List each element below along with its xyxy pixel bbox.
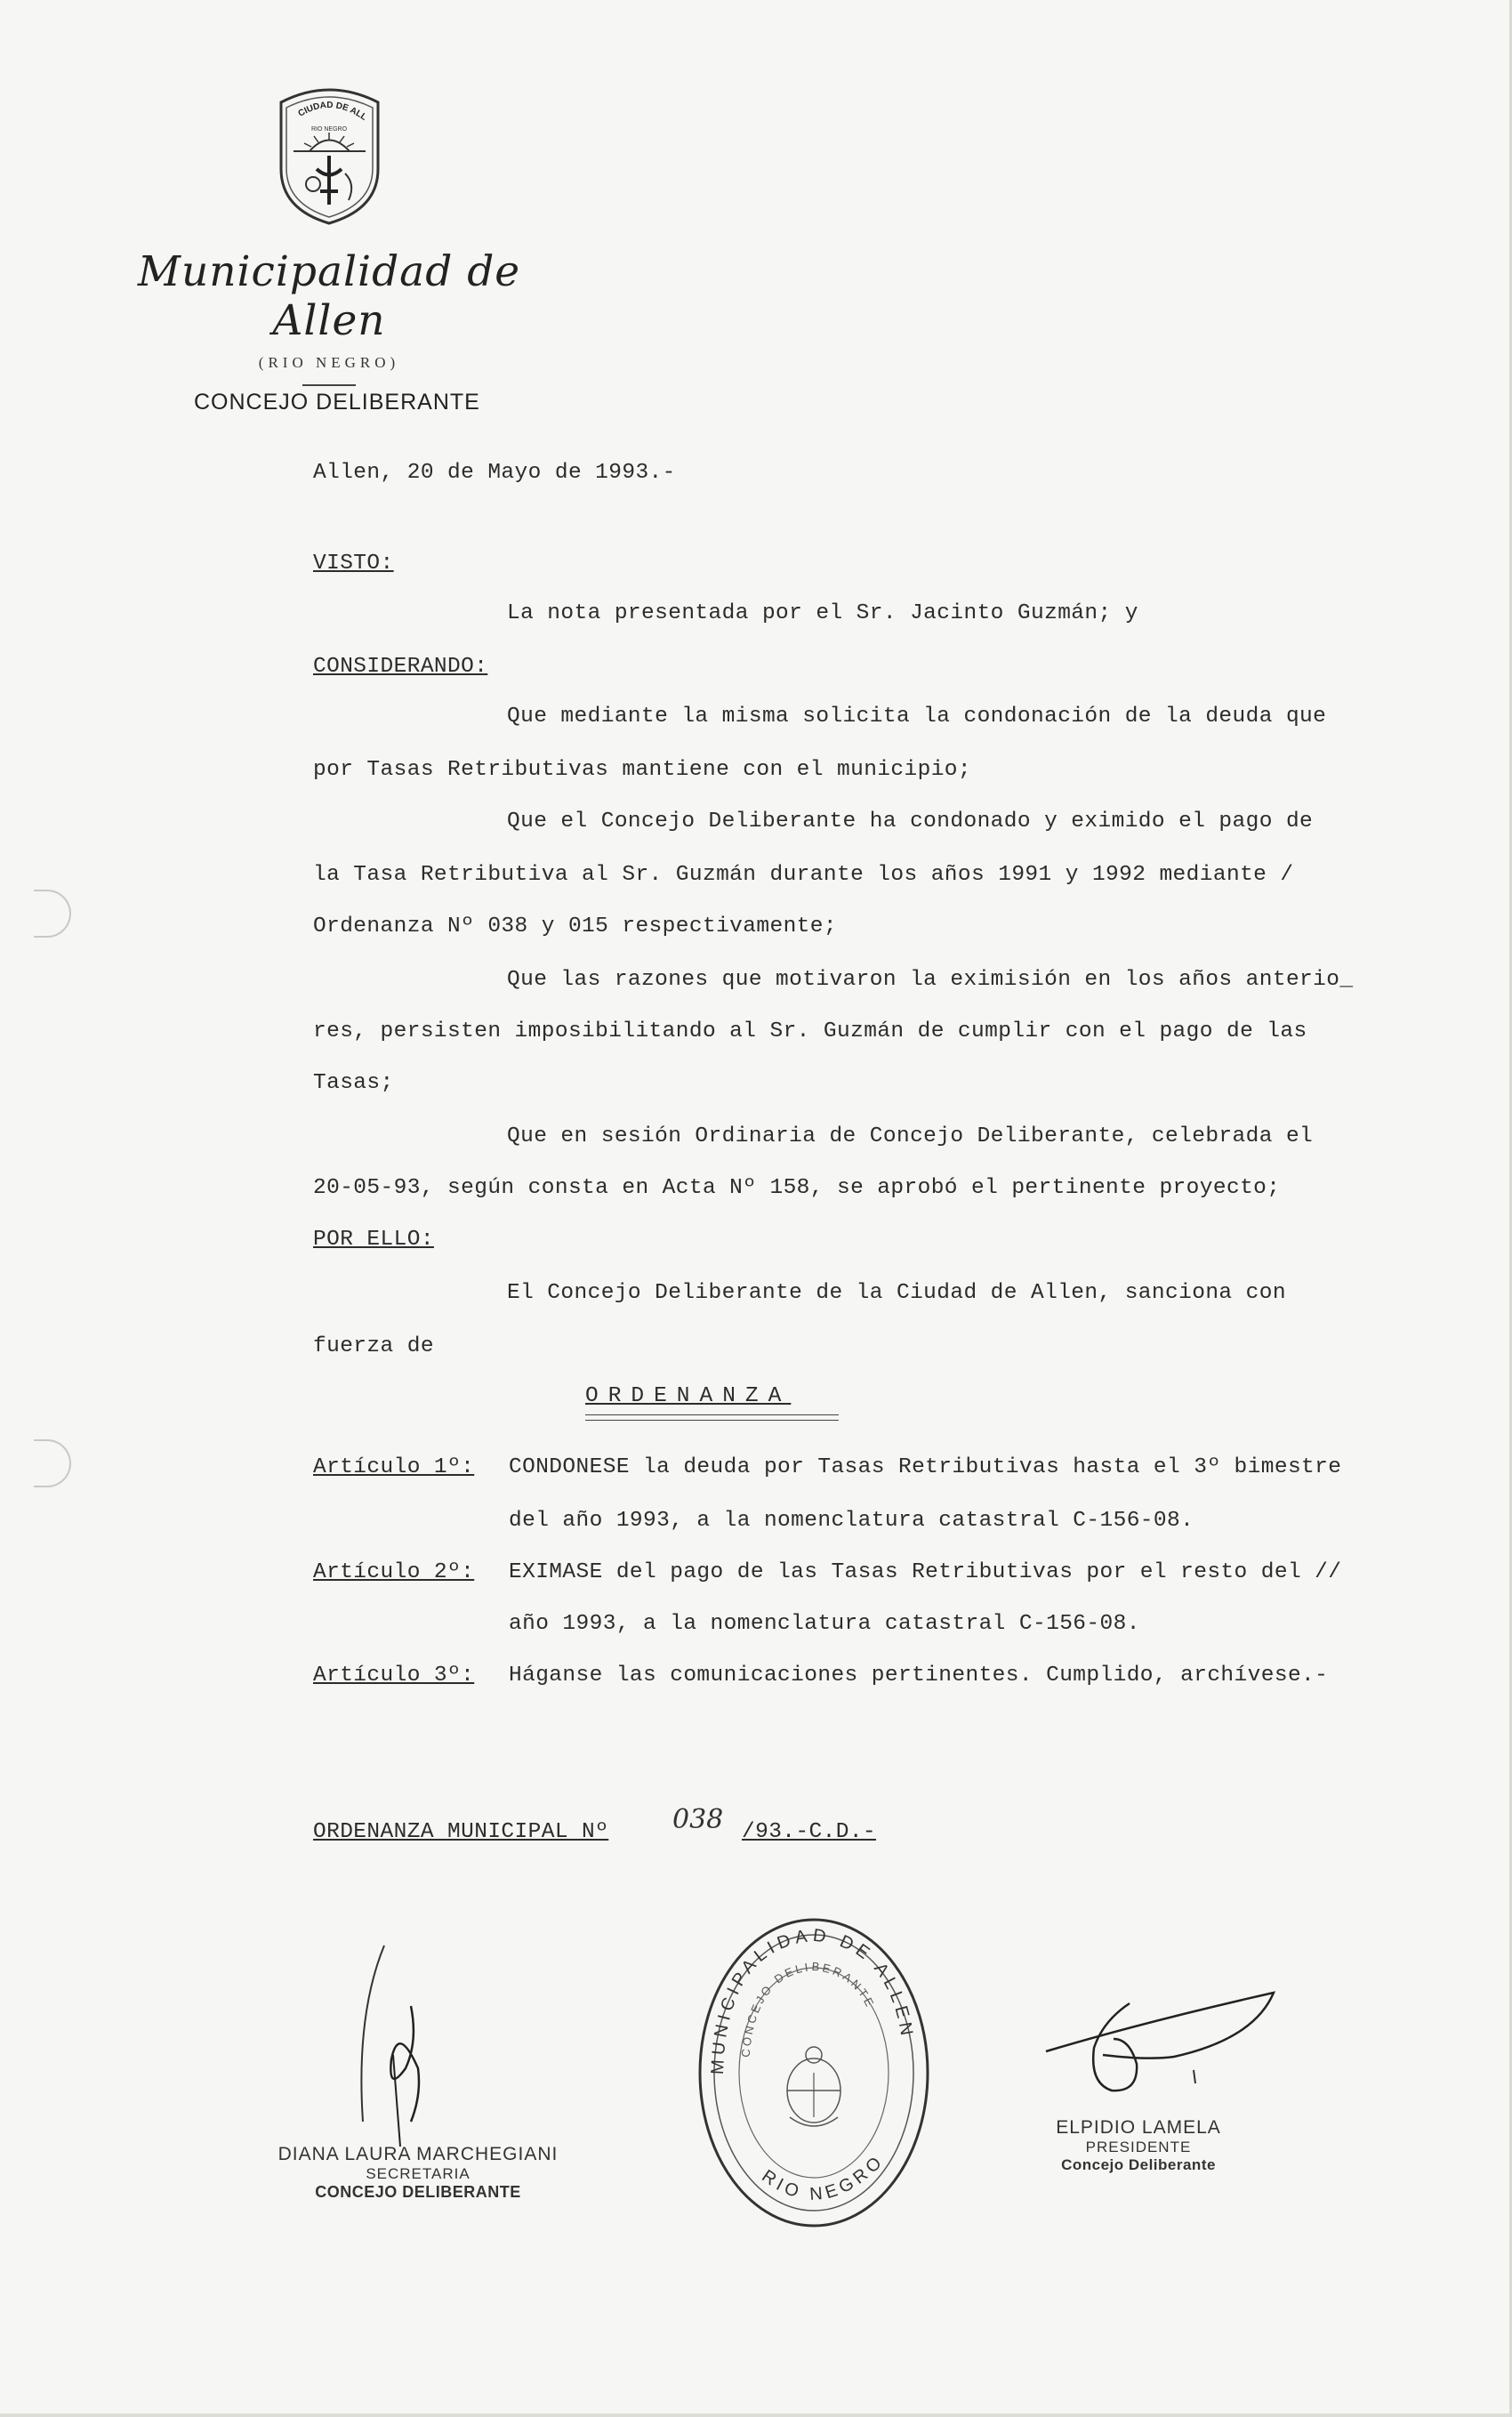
article-3-label: Artículo 3º: (313, 1664, 475, 1688)
paragraph-line: fuerza de (313, 1334, 434, 1358)
paragraph-line: Tasas; (313, 1071, 394, 1095)
svg-text:CONCEJO DELIBERANTE (739, 1960, 878, 2058)
paragraph-line: 20-05-93, según consta en Acta Nº 158, se aprobó el pertinente proyecto; (313, 1176, 1281, 1200)
paragraph-line: Que el Concejo Deliberante ha condonado y eximido el pago de (507, 810, 1314, 834)
paragraph-line: res, persisten imposibilitando al Sr. Guzmán de cumplir con el pago de las (313, 1019, 1307, 1043)
article-2-label: Artículo 2º: (313, 1560, 475, 1584)
article-1-text: CONDONESE la deuda por Tasas Retributivas hasta el 3º bimestre (509, 1455, 1342, 1479)
letterhead (89, 85, 569, 386)
province-name: (RIO NEGRO) (258, 354, 400, 371)
considerando-heading: CONSIDERANDO: (313, 655, 488, 679)
article-1-label: Artículo 1º: (313, 1455, 475, 1479)
svg-text:CIUDAD DE ALLEN: CIUDAD DE ALL (296, 100, 368, 123)
seal-top-text: MUNICIPALIDAD DE ALLEN (707, 1925, 918, 2075)
paragraph-line: Que en sesión Ordinaria de Concejo Deliberante, celebrada el (507, 1124, 1314, 1148)
article-2-text: año 1993, a la nomenclatura catastral C-156-08. (509, 1612, 1140, 1636)
ordinance-number-suffix: /93.-C.D.- (742, 1820, 877, 1844)
title-double-underline (585, 1414, 839, 1421)
argentine-coat-of-arms-icon (787, 2047, 840, 2126)
secretary-signature-block (267, 2144, 569, 2202)
divider (302, 384, 356, 386)
official-seal-icon (694, 1913, 934, 2233)
secretary-org: CONCEJO DELIBERANTE (315, 2183, 521, 2201)
municipal-crest-icon (274, 85, 385, 227)
svg-text:RIO NEGRO: RIO NEGRO (310, 126, 347, 133)
article-1-text: del año 1993, a la nomenclatura catastral C-156-08. (509, 1509, 1194, 1533)
ordinance-number-handwritten: 038 (672, 1804, 724, 1835)
president-name: ELPIDIO LAMELA (1056, 2117, 1221, 2138)
president-signature-block (1023, 2117, 1254, 2174)
paragraph-line: Ordenanza Nº 038 y 015 respectivamente; (313, 914, 837, 939)
paragraph-line: la Tasa Retributiva al Sr. Guzmán durante los años 1991 y 1992 mediante / (313, 863, 1294, 887)
por-ello-heading: POR ELLO: (313, 1228, 434, 1252)
paragraph-line: Que mediante la misma solicita la condonación de la deuda que (507, 705, 1327, 729)
secretary-name: DIANA LAURA MARCHEGIANI (277, 2144, 559, 2164)
president-signature-icon (1041, 1986, 1281, 2119)
visto-heading: VISTO: (313, 552, 394, 576)
paragraph-line: Que las razones que motivaron la eximisión en los años anterio_ (507, 968, 1354, 992)
secretary-role: SECRETARIA (366, 2165, 470, 2182)
secretary-signature-icon (329, 1944, 471, 2157)
council-name: CONCEJO DELIBERANTE (194, 390, 480, 415)
municipality-name: Municipalidad de Allen (137, 247, 521, 345)
seal-inner-text: CONCEJO DELIBERANTE (738, 1959, 878, 2058)
president-org: Concejo Deliberante (1061, 2156, 1216, 2173)
visto-text: La nota presentada por el Sr. Jacinto Guzmán; y (507, 601, 1138, 625)
document-date: Allen, 20 de Mayo de 1993.- (313, 461, 676, 485)
president-role: PRESIDENTE (1085, 2139, 1192, 2155)
article-3-text: Háganse las comunicaciones pertinentes. Cumplido, archívese.- (509, 1664, 1329, 1688)
ordenanza-title: ORDENANZA (585, 1384, 792, 1408)
paragraph-line: por Tasas Retributivas mantiene con el municipio; (313, 758, 972, 782)
seal-bottom-text: RIO NEGRO (758, 2150, 889, 2204)
paragraph-line: El Concejo Deliberante de la Ciudad de Allen, sanciona con (507, 1281, 1286, 1305)
article-2-text: EXIMASE del pago de las Tasas Retributivas por el resto del // (509, 1560, 1342, 1584)
ordinance-number-prefix: ORDENANZA MUNICIPAL Nº (313, 1820, 609, 1844)
